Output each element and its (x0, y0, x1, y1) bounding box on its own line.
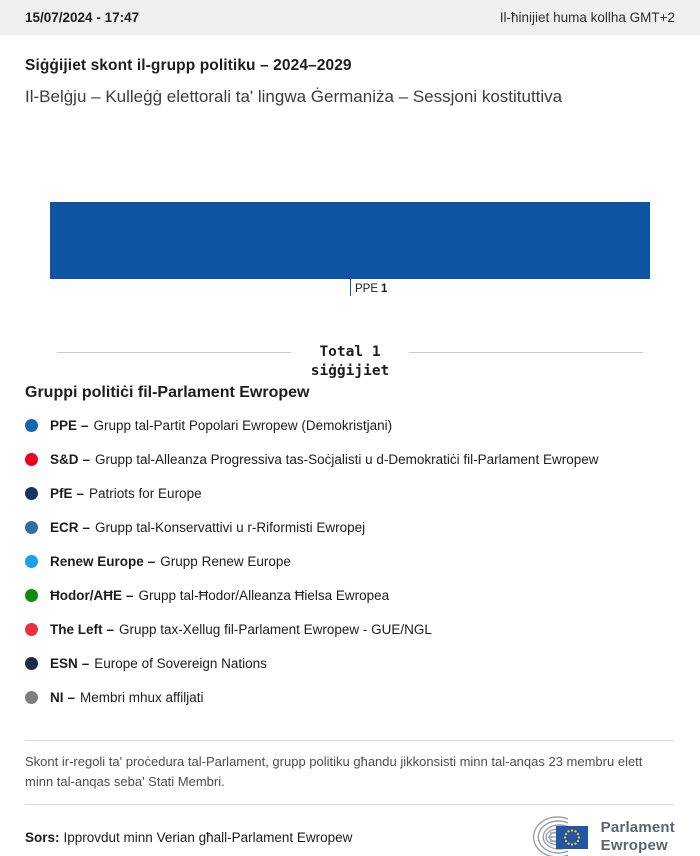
separator-dash: – (76, 485, 85, 501)
ep-wordmark-line2: Ewropew (600, 837, 668, 854)
legend-item-ni (0, 680, 700, 714)
source-text: Ipprovdut minn Verian għall-Parlament Ewropew (63, 829, 353, 845)
bar-segment-ppe[interactable] (50, 202, 650, 279)
segment-tick (350, 279, 351, 296)
ep-wordmark-line1: Parlament (600, 819, 675, 836)
legend-item-pfe (0, 476, 700, 510)
group-abbr: ESN (50, 655, 78, 671)
segment-label (355, 283, 387, 295)
group-description: Grupp tal-Ħodor/Alleanza Ħielsa Ewropea (138, 587, 390, 603)
separator-dash: – (147, 553, 156, 569)
source-label: Sors: (25, 829, 60, 845)
group-description: Europe of Sovereign Nations (94, 655, 267, 671)
separator-dash: – (81, 655, 90, 671)
legend-item-ecr (0, 510, 700, 544)
separator-dash: – (82, 519, 91, 535)
group-color-dot (25, 521, 38, 534)
legend-item-left (0, 612, 700, 646)
total-divider (57, 343, 643, 381)
separator-dash: – (81, 417, 89, 433)
political-groups-legend (0, 408, 700, 714)
segment-group-name: PPE (355, 283, 379, 295)
group-description: Grupp tax-Xellug fil-Parlament Ewropew - GUE/NGL (119, 621, 432, 637)
total-seats-label (291, 343, 410, 381)
legend-item-greens (0, 578, 700, 612)
legend-item-ppe (0, 408, 700, 442)
legend-item-esn (0, 646, 700, 680)
page-subtitle: Il-Belġju – Kulleġġ elettorali ta' lingwa Ġermaniża – Sessjoni kostituttiva (25, 87, 563, 106)
legend-item-renew (0, 544, 700, 578)
group-color-dot (25, 555, 38, 568)
divider-rule-right (409, 352, 643, 353)
group-color-dot (25, 657, 38, 670)
group-description: Patriots for Europe (89, 485, 202, 501)
separator-dash: – (126, 587, 134, 603)
group-color-dot (25, 691, 38, 704)
separator-dash: – (106, 621, 115, 637)
divider-rule-left (57, 352, 291, 353)
title-block (0, 57, 700, 107)
separator-dash: – (67, 689, 76, 705)
group-description: Grupp tal-Partit Popolari Ewropew (Demokristjani) (93, 417, 393, 433)
legend-heading: Gruppi politiċi fil-Parlament Ewropew (25, 384, 310, 401)
total-line1: Total 1 (319, 344, 381, 360)
seats-bar-chart (50, 202, 650, 301)
group-abbr: PfE (50, 485, 73, 501)
segment-seat-count: 1 (381, 283, 388, 295)
group-abbr: Renew Europe (50, 553, 144, 569)
seat-bar (50, 202, 650, 279)
top-meta-bar (0, 0, 700, 35)
group-color-dot (25, 453, 38, 466)
timezone-note: Il-ħinijiet huma kollha GMT+2 (499, 10, 675, 25)
group-abbr: NI (50, 689, 64, 705)
group-description: Grupp tal-Alleanza Progressiva tas-Soċjalisti u d-Demokratiċi fil-Parlament Ewropew (95, 451, 599, 467)
group-description: Membri mhux affiljati (80, 689, 204, 705)
group-abbr: Ħodor/AĦE (50, 587, 122, 603)
group-abbr: S&D (50, 451, 79, 467)
group-color-dot (25, 623, 38, 636)
report-datetime: 15/07/2024 - 17:47 (25, 10, 140, 25)
bottom-row (0, 805, 700, 856)
source-line (25, 830, 352, 845)
bar-annotation (50, 279, 650, 301)
group-description: Grupp Renew Europe (160, 553, 291, 569)
total-line2: siġġijiet (310, 363, 390, 379)
group-color-dot (25, 589, 38, 602)
group-abbr: PPE (50, 417, 78, 433)
separator-dash: – (82, 451, 91, 467)
group-abbr: The Left (50, 621, 103, 637)
ep-hemicycle-icon (528, 811, 592, 856)
group-abbr: ECR (50, 519, 79, 535)
page-title: Siġġijiet skont il-grupp politiku – 2024–2029 (25, 57, 352, 74)
ep-wordmark (601, 819, 675, 855)
group-color-dot (25, 487, 38, 500)
european-parliament-logo (528, 811, 675, 856)
group-description: Grupp tal-Konservattivi u r-Riformisti Ewropej (95, 519, 366, 535)
legend-item-sd (0, 442, 700, 476)
procedure-footnote: Skont ir-regoli ta' proċedura tal-Parlament, grupp politiku għandu jikkonsisti minn tal-anqas 23 membru elett minn tal-anqas seba' Stati Membri. (25, 754, 643, 789)
group-color-dot (25, 419, 38, 432)
